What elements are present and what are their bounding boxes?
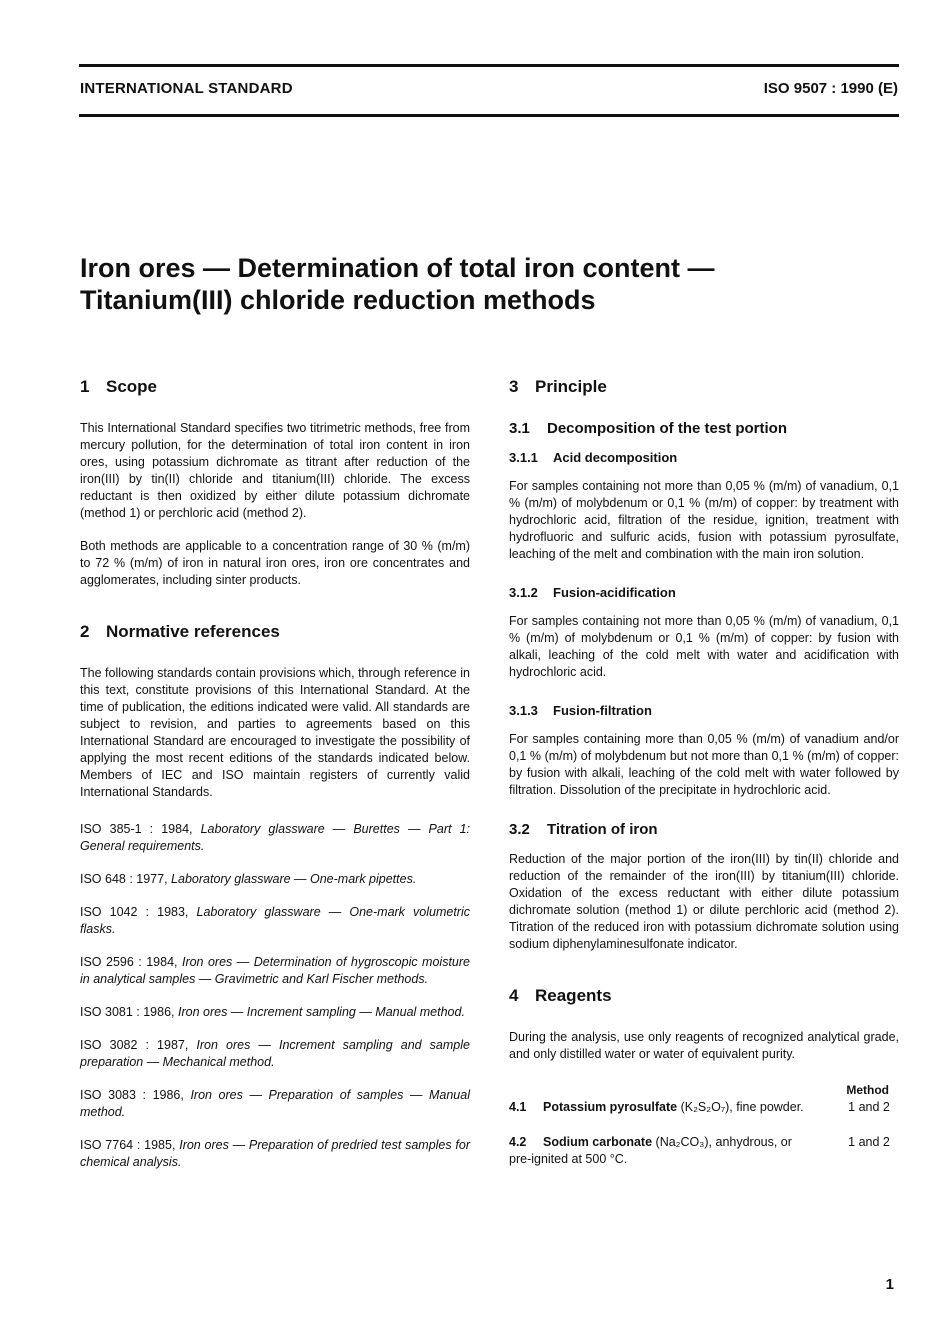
title-line-1: Iron ores — Determination of total iron content — [80, 253, 715, 283]
reference-item: ISO 648 : 1977, Laboratory glassware — One-mark pipettes. [80, 872, 417, 886]
method-column-header: Method [846, 1083, 889, 1097]
reference-item: ISO 2596 : 1984, Iron ores — Determination of hygroscopic moisture in analytical samples — Gravimetric and Karl Fischer methods. [80, 955, 470, 986]
normative-intro: The following standards contain provisions which, through reference in this text, constitute provisions of this International Standard. At the time of publication, the editions indicated were valid. All standards are subject to revision, and parties to agreements based on this International Standard are encouraged to investigate the possibility of applying the most recent editions of the standards indicated below. Members of IEC and ISO maintain registers of currently valid International Standards. [80, 666, 470, 799]
reference-item: ISO 3082 : 1987, Iron ores — Increment sampling and sample preparation — Mechanical method. [80, 1038, 470, 1069]
acid-decomposition-text: For samples containing not more than 0,05 % (m/m) of vanadium, 0,1 % (m/m) of molybdenum or 0,1 % (m/m) of copper: by treatment with hydrochloric acid, filtration of the residue, ignition, treatment with hydrofluoric and sulfuric acids, fusion with potassium pyrosulfate, leaching of the melt and combination with the main iron solution. [509, 479, 899, 561]
reagent-method: 1 and 2 [848, 1135, 890, 1149]
reagent-item: 4.2 Sodium carbonate (Na₂CO₃), anhydrous, or pre-ignited at 500 °C. 1 and 2 [509, 1134, 899, 1168]
reagent-item: 4.1 Potassium pyrosulfate (K₂S₂O₇), fine powder. 1 and 2 [509, 1099, 899, 1116]
section-reagents-heading: 4 Reagents [509, 986, 612, 1005]
titration-text: Reduction of the major portion of the iron(III) by tin(II) chloride and reduction of the remainder of the iron(III) by titanium(III) chloride. Oxidation of the excess reductant with either dilute potassium dichromate solution (method 1) or dilute perchloric acid (method 2). Titration of the reduced iron with potassium dichromate solution using sodium diphenylaminesulfonate indicator. [509, 852, 899, 951]
fusion-acidification-text: For samples containing not more than 0,05 % (m/m) of vanadium, 0,1 % (m/m) of molybdenum or 0,1 % (m/m) of copper: by fusion with alkali, leaching of the cold melt with water and acidification with hydrochloric acid. [509, 614, 899, 679]
left-column [80, 372, 470, 1187]
subsection-3-2-heading: 3.2 Titration of iron [509, 821, 658, 838]
reagents-intro: During the analysis, use only reagents of recognized analytical grade, and only distilled water or water of equivalent purity. [509, 1030, 899, 1061]
subsection-3-1-heading: 3.1 Decomposition of the test portion [509, 420, 787, 437]
title-line-2: Titanium(III) chloride reduction methods [80, 285, 596, 315]
section-principle-heading: 3 Principle [509, 377, 607, 396]
subsection-3-1-3-heading: 3.1.3 Fusion-filtration [509, 703, 652, 718]
reference-item: ISO 385-1 : 1984, Laboratory glassware — Burettes — Part 1: General requirements. [80, 822, 470, 853]
reference-item: ISO 3081 : 1986, Iron ores — Increment sampling — Manual method. [80, 1005, 465, 1019]
scope-paragraph-2: Both methods are applicable to a concentration range of 30 % (m/m) to 72 % (m/m) of iron in natural iron ores, iron ore concentrates and agglomerates, including sinter products. [80, 539, 470, 587]
header-rule-bottom [79, 114, 899, 117]
scope-paragraph-1: This International Standard specifies two titrimetric methods, free from mercury pollution, for the determination of total iron content in iron ores, using potassium dichromate as titrant after reduction of the iron(III) by tin(II) chloride and titanium(III) chloride. The excess reductant is then oxidized by either dilute potassium dichromate (method 1) or perchloric acid (method 2). [80, 421, 470, 520]
standard-number: ISO 9507 : 1990 (E) [763, 80, 898, 97]
subsection-3-1-1-heading: 3.1.1 Acid decomposition [509, 450, 678, 465]
document-type-label: INTERNATIONAL STANDARD [80, 80, 293, 97]
header-rule-top [79, 64, 899, 67]
reference-item: ISO 3083 : 1986, Iron ores — Preparation of samples — Manual method. [80, 1088, 470, 1119]
fusion-filtration-text: For samples containing more than 0,05 % (m/m) of vanadium and/or 0,1 % (m/m) of molybdenum but not more than 0,1 % (m/m) of copper: by fusion with alkali, leaching of the cold melt with water followed by filtration. Dissolution of the precipitate in hydrochloric acid. [509, 732, 899, 797]
reagent-method: 1 and 2 [848, 1100, 890, 1114]
document-title [80, 252, 900, 316]
section-scope-heading: 1 Scope [80, 377, 158, 396]
right-column [509, 372, 899, 1186]
subsection-3-1-2-heading: 3.1.2 Fusion-acidification [509, 585, 676, 600]
reference-item: ISO 7764 : 1985, Iron ores — Preparation of predried test samples for chemical analysis. [80, 1138, 470, 1169]
section-normative-heading: 2 Normative references [80, 622, 280, 641]
page-number: 1 [885, 1276, 894, 1293]
reference-item: ISO 1042 : 1983, Laboratory glassware — One-mark volumetric flasks. [80, 905, 470, 936]
